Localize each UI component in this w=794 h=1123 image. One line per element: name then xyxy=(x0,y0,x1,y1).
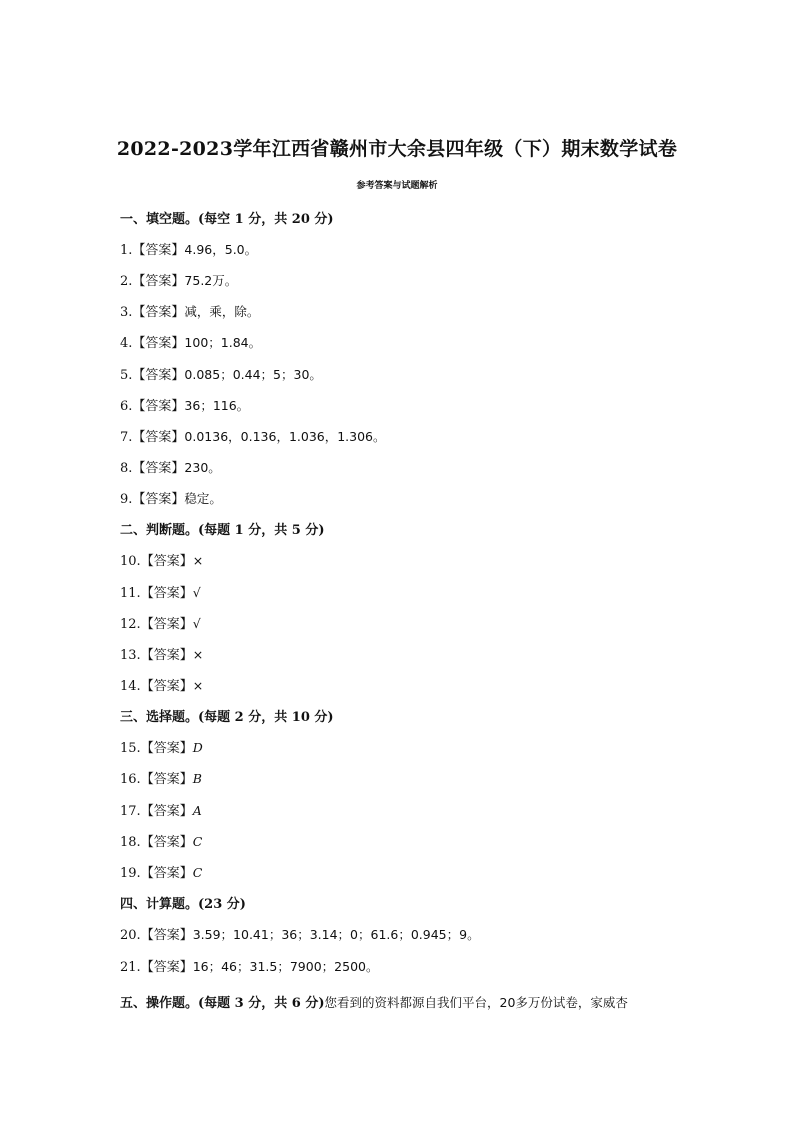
answer-text: D xyxy=(192,740,203,755)
document-subtitle: 参考答案与试题解析 xyxy=(356,181,438,191)
answer-text: × xyxy=(192,647,204,662)
answer-line xyxy=(120,800,700,819)
answer-line xyxy=(120,831,700,850)
answer-text: C xyxy=(192,834,203,849)
answer-tag: 【答案】 xyxy=(140,554,193,569)
answer-line xyxy=(120,426,700,445)
answer-line xyxy=(120,644,700,663)
answer-line xyxy=(120,613,700,632)
answer-text: × xyxy=(192,553,204,568)
question-number: 17. xyxy=(120,804,141,819)
question-number: 11. xyxy=(120,586,141,601)
answer-line xyxy=(120,457,700,476)
answer-tag: 【答案】 xyxy=(132,430,185,445)
answer-text: 0.0136，0.136，1.036，1.306。 xyxy=(184,429,386,444)
answer-line xyxy=(120,301,700,320)
answer-tag: 【答案】 xyxy=(132,492,185,507)
answer-tag: 【答案】 xyxy=(140,804,193,819)
answer-tag: 【答案】 xyxy=(140,648,193,663)
answer-line xyxy=(120,737,700,756)
answer-tag: 【答案】 xyxy=(132,243,185,258)
answer-text: A xyxy=(192,803,202,818)
question-number: 6. xyxy=(120,399,133,414)
answer-text: C xyxy=(192,865,203,880)
answer-text: 36；116。 xyxy=(184,398,250,413)
section-header-operation: 五、操作题。(每题 3 分，共 6 分) xyxy=(120,996,325,1011)
watermark-text: 您看到的资料都源自我们平台，20多万份试卷，家威杏 xyxy=(324,995,628,1010)
answer-text: √ xyxy=(192,616,201,631)
answer-text: 4.96，5.0。 xyxy=(184,242,258,257)
answer-line xyxy=(120,768,700,787)
question-number: 8. xyxy=(120,461,133,476)
section-header-calculation: 四、计算题。(23 分) xyxy=(120,897,246,912)
answer-tag: 【答案】 xyxy=(140,835,193,850)
answer-tag: 【答案】 xyxy=(132,399,185,414)
question-number: 20. xyxy=(120,928,141,943)
question-number: 12. xyxy=(120,617,141,632)
question-number: 1. xyxy=(120,243,133,258)
question-number: 15. xyxy=(120,741,141,756)
question-number: 18. xyxy=(120,835,141,850)
answer-line xyxy=(120,364,700,383)
answer-tag: 【答案】 xyxy=(132,336,185,351)
answer-tag: 【答案】 xyxy=(132,368,185,383)
question-number: 9. xyxy=(120,492,133,507)
answer-tag: 【答案】 xyxy=(140,617,193,632)
answer-text: 16；46；31.5；7900；2500。 xyxy=(192,959,379,974)
answer-line xyxy=(120,488,700,507)
answer-line xyxy=(120,239,700,258)
answer-tag: 【答案】 xyxy=(140,928,193,943)
answer-text: 75.2万。 xyxy=(184,273,238,288)
question-number: 4. xyxy=(120,336,133,351)
question-number: 16. xyxy=(120,772,141,787)
answer-tag: 【答案】 xyxy=(140,960,193,975)
answer-text: 稳定。 xyxy=(184,491,222,506)
answer-line xyxy=(120,675,700,694)
answer-line xyxy=(120,550,700,569)
question-number: 14. xyxy=(120,679,141,694)
question-number: 19. xyxy=(120,866,141,881)
answer-text: 3.59；10.41；36；3.14；0；61.6；0.945；9。 xyxy=(192,927,480,942)
answer-text: 0.085；0.44；5；30。 xyxy=(184,367,322,382)
answer-tag: 【答案】 xyxy=(140,866,193,881)
answer-line xyxy=(120,395,700,414)
section-header-true-false: 二、判断题。(每题 1 分，共 5 分) xyxy=(120,523,325,538)
answer-tag: 【答案】 xyxy=(132,274,185,289)
question-number: 7. xyxy=(120,430,133,445)
question-number: 5. xyxy=(120,368,133,383)
answer-line xyxy=(120,582,700,601)
answer-line xyxy=(120,270,700,289)
answer-line xyxy=(120,956,700,975)
question-number: 10. xyxy=(120,554,141,569)
section-line-operation xyxy=(120,992,700,1011)
answer-text: × xyxy=(192,678,204,693)
question-number: 13. xyxy=(120,648,141,663)
answer-tag: 【答案】 xyxy=(132,305,185,320)
answer-tag: 【答案】 xyxy=(140,741,193,756)
answer-line xyxy=(120,862,700,881)
section-header-multiple-choice: 三、选择题。(每题 2 分，共 10 分) xyxy=(120,710,334,725)
answer-tag: 【答案】 xyxy=(140,586,193,601)
document-title: 2022-2023学年江西省赣州市大余县四年级（下）期末数学试卷 xyxy=(116,138,678,160)
answer-tag: 【答案】 xyxy=(140,772,193,787)
question-number: 3. xyxy=(120,305,133,320)
answer-text: 减，乘，除。 xyxy=(184,304,260,319)
answer-text: 100；1.84。 xyxy=(184,335,262,350)
answer-text: √ xyxy=(192,585,201,600)
answer-tag: 【答案】 xyxy=(140,679,193,694)
section-header-fill-in: 一、填空题。(每空 1 分，共 20 分) xyxy=(120,212,334,227)
answer-line xyxy=(120,924,700,943)
answer-text: 230。 xyxy=(184,460,221,475)
answer-line xyxy=(120,332,700,351)
answer-text: B xyxy=(192,771,202,786)
question-number: 2. xyxy=(120,274,133,289)
answer-tag: 【答案】 xyxy=(132,461,185,476)
question-number: 21. xyxy=(120,960,141,975)
